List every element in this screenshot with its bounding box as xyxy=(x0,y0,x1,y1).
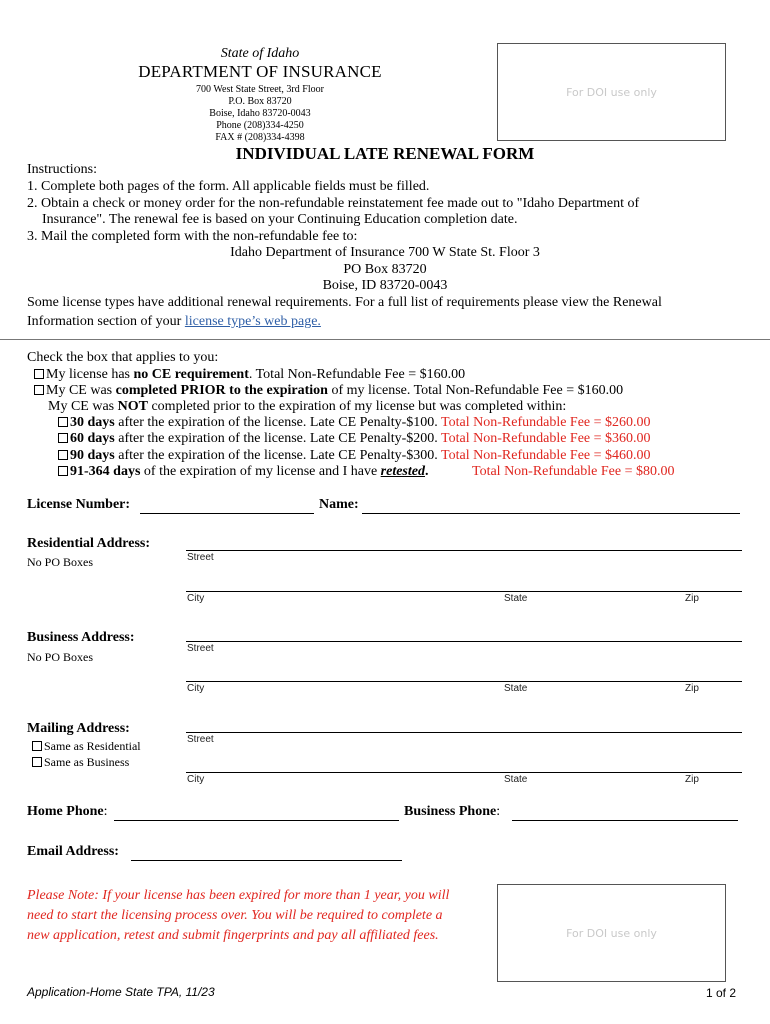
no-ce-checkbox[interactable] xyxy=(34,369,44,379)
mailing-city-caption: City xyxy=(187,774,205,785)
instruction-step-3: 3. Mail the completed form with the non-refundable fee to: xyxy=(27,229,358,244)
60-days-checkbox[interactable] xyxy=(58,433,68,443)
business-zip-caption: Zip xyxy=(685,683,699,694)
instruction-step-1: 1. Complete both pages of the form. All applicable fields must be filled. xyxy=(27,179,430,194)
business-city-state-zip-field[interactable] xyxy=(186,681,742,682)
option-60-days-bold: 60 days xyxy=(70,431,115,446)
option-90-days-bold: 90 days xyxy=(70,448,115,463)
business-state-caption: State xyxy=(504,683,528,694)
requirements-note-prefix: Information section of your xyxy=(27,314,185,329)
residential-zip-caption: Zip xyxy=(685,593,699,604)
mailing-zip-caption: Zip xyxy=(685,774,699,785)
business-phone-colon: : xyxy=(496,804,501,819)
option-60-days xyxy=(58,431,651,448)
business-phone-label xyxy=(404,804,500,820)
home-phone-field[interactable] xyxy=(114,820,399,821)
same-as-residential-label: Same as Residential xyxy=(44,739,141,753)
option-90-days-fee: Total Non-Refundable Fee = $460.00 xyxy=(441,448,651,463)
business-city-caption: City xyxy=(187,683,205,694)
address-line-1: 700 West State Street, 3rd Floor xyxy=(196,84,324,95)
residential-no-po-boxes: No PO Boxes xyxy=(27,555,94,569)
option-90-days-text: after the expiration of the license. Late CE Penalty-$300. xyxy=(114,448,442,463)
option-no-ce-fee: . Total Non-Refundable Fee = $160.00 xyxy=(248,367,466,382)
address-line-2: P.O. Box 83720 xyxy=(228,96,292,107)
fax-line: FAX # (208)334-4398 xyxy=(215,132,305,143)
mailing-address-label: Mailing Address: xyxy=(27,721,130,736)
address-line-3: Boise, Idaho 83720-0043 xyxy=(209,108,311,119)
option-60-days-text: after the expiration of the license. Late CE Penalty-$200. xyxy=(114,431,442,446)
same-as-business-checkbox[interactable] xyxy=(32,757,42,767)
option-ce-prior-text: My CE was xyxy=(46,383,116,398)
residential-street-caption: Street xyxy=(187,552,214,563)
email-address-label: Email Address: xyxy=(27,844,119,859)
section-divider xyxy=(0,339,770,340)
option-ce-prior xyxy=(34,383,623,400)
option-90-days xyxy=(58,448,651,465)
business-phone-field[interactable] xyxy=(512,820,738,821)
option-91-364-days-fee: Total Non-Refundable Fee = $80.00 xyxy=(472,464,675,479)
option-91-364-days-text: of the expiration of my license and I have xyxy=(140,464,381,479)
option-60-days-fee: Total Non-Refundable Fee = $360.00 xyxy=(441,431,651,446)
option-91-364-days-bold: 91-364 days xyxy=(70,464,141,479)
option-ce-prior-bold: completed PRIOR to the expiration xyxy=(115,383,328,398)
department-name: DEPARTMENT OF INSURANCE xyxy=(138,62,382,81)
business-street-field[interactable] xyxy=(186,641,742,642)
mailing-street-field[interactable] xyxy=(186,732,742,733)
residential-street-field[interactable] xyxy=(186,550,742,551)
mail-address-line-3: Boise, ID 83720-0043 xyxy=(322,278,448,293)
mail-address-line-2: PO Box 83720 xyxy=(343,262,427,277)
license-type-web-page-link[interactable]: license type’s web page. xyxy=(184,314,321,329)
same-as-business-option xyxy=(32,755,129,770)
option-retested-period: . xyxy=(424,464,429,479)
residential-address-label: Residential Address: xyxy=(27,536,151,551)
doi-use-label: For DOI use only xyxy=(566,85,657,99)
license-number-field[interactable] xyxy=(140,513,314,514)
mailing-city-state-zip-field[interactable] xyxy=(186,772,742,773)
option-30-days xyxy=(58,415,651,432)
requirements-note: Some license types have additional renewal requirements. For a full list of requirements please view the Renewal xyxy=(27,295,662,310)
business-no-po-boxes: No PO Boxes xyxy=(27,650,94,664)
91-364-days-checkbox[interactable] xyxy=(58,466,68,476)
option-ce-prior-fee: of my license. Total Non-Refundable Fee = $160.00 xyxy=(327,383,624,398)
email-address-field[interactable] xyxy=(131,860,402,861)
options-heading: Check the box that applies to you: xyxy=(27,350,219,365)
home-phone-label xyxy=(27,804,108,820)
doi-use-box-top xyxy=(497,43,726,141)
mailing-street-caption: Street xyxy=(187,734,214,745)
doi-use-label-bottom: For DOI use only xyxy=(566,926,657,940)
option-ce-not-prior-bold: NOT xyxy=(117,399,148,414)
business-address-label: Business Address: xyxy=(27,630,135,645)
instruction-step-2-cont: Insurance". The renewal fee is based on your Continuing Education completion date. xyxy=(42,212,518,227)
instruction-step-2: 2. Obtain a check or money order for the non-refundable reinstatement fee made out to "Idaho Department of xyxy=(27,196,640,211)
mailing-state-caption: State xyxy=(504,774,528,785)
form-version-footer: Application-Home State TPA, 11/23 xyxy=(27,985,215,999)
name-field[interactable] xyxy=(362,513,740,514)
same-as-residential-checkbox[interactable] xyxy=(32,741,42,751)
doi-use-box-bottom xyxy=(497,884,726,982)
option-no-ce-bold: no CE requirement xyxy=(133,367,249,382)
mail-address-line-1: Idaho Department of Insurance 700 W State St. Floor 3 xyxy=(230,245,540,260)
instructions-heading: Instructions: xyxy=(27,162,97,177)
home-phone-colon: : xyxy=(103,804,108,819)
expired-note-line-1: Please Note: If your license has been expired for more than 1 year, you will xyxy=(27,888,450,903)
option-91-364-days xyxy=(58,464,428,481)
option-30-days-text: after the expiration of the license. Late CE Penalty-$100. xyxy=(114,415,442,430)
home-phone-label-text: Home Phone xyxy=(27,804,104,819)
residential-city-state-zip-field[interactable] xyxy=(186,591,742,592)
option-30-days-bold: 30 days xyxy=(70,415,115,430)
name-label: Name: xyxy=(319,497,359,512)
90-days-checkbox[interactable] xyxy=(58,450,68,460)
license-number-label: License Number: xyxy=(27,497,131,512)
phone-line: Phone (208)334-4250 xyxy=(216,120,304,131)
option-ce-not-prior-text: My CE was xyxy=(48,399,118,414)
requirements-note-cont xyxy=(27,314,321,331)
option-ce-not-prior xyxy=(48,399,566,416)
option-no-ce-text: My license has xyxy=(46,367,134,382)
option-no-ce xyxy=(34,367,465,384)
option-ce-not-prior-rest: completed prior to the expiration of my license but was completed within: xyxy=(147,399,567,414)
expired-note-line-3: new application, retest and submit fingerprints and pay all affiliated fees. xyxy=(27,928,439,943)
option-30-days-fee: Total Non-Refundable Fee = $260.00 xyxy=(441,415,651,430)
residential-city-caption: City xyxy=(187,593,205,604)
state-name: State of Idaho xyxy=(220,46,300,61)
30-days-checkbox[interactable] xyxy=(58,417,68,427)
page-number: 1 of 2 xyxy=(706,986,737,1000)
same-as-residential-option xyxy=(32,739,141,754)
option-retested: retested xyxy=(380,464,425,479)
expired-note-line-2: need to start the licensing process over. You will be required to complete a xyxy=(27,908,443,923)
residential-state-caption: State xyxy=(504,593,528,604)
same-as-business-label: Same as Business xyxy=(44,755,130,769)
ce-prior-checkbox[interactable] xyxy=(34,385,44,395)
form-title: INDIVIDUAL LATE RENEWAL FORM xyxy=(235,144,535,163)
business-street-caption: Street xyxy=(187,643,214,654)
business-phone-label-text: Business Phone xyxy=(404,804,497,819)
